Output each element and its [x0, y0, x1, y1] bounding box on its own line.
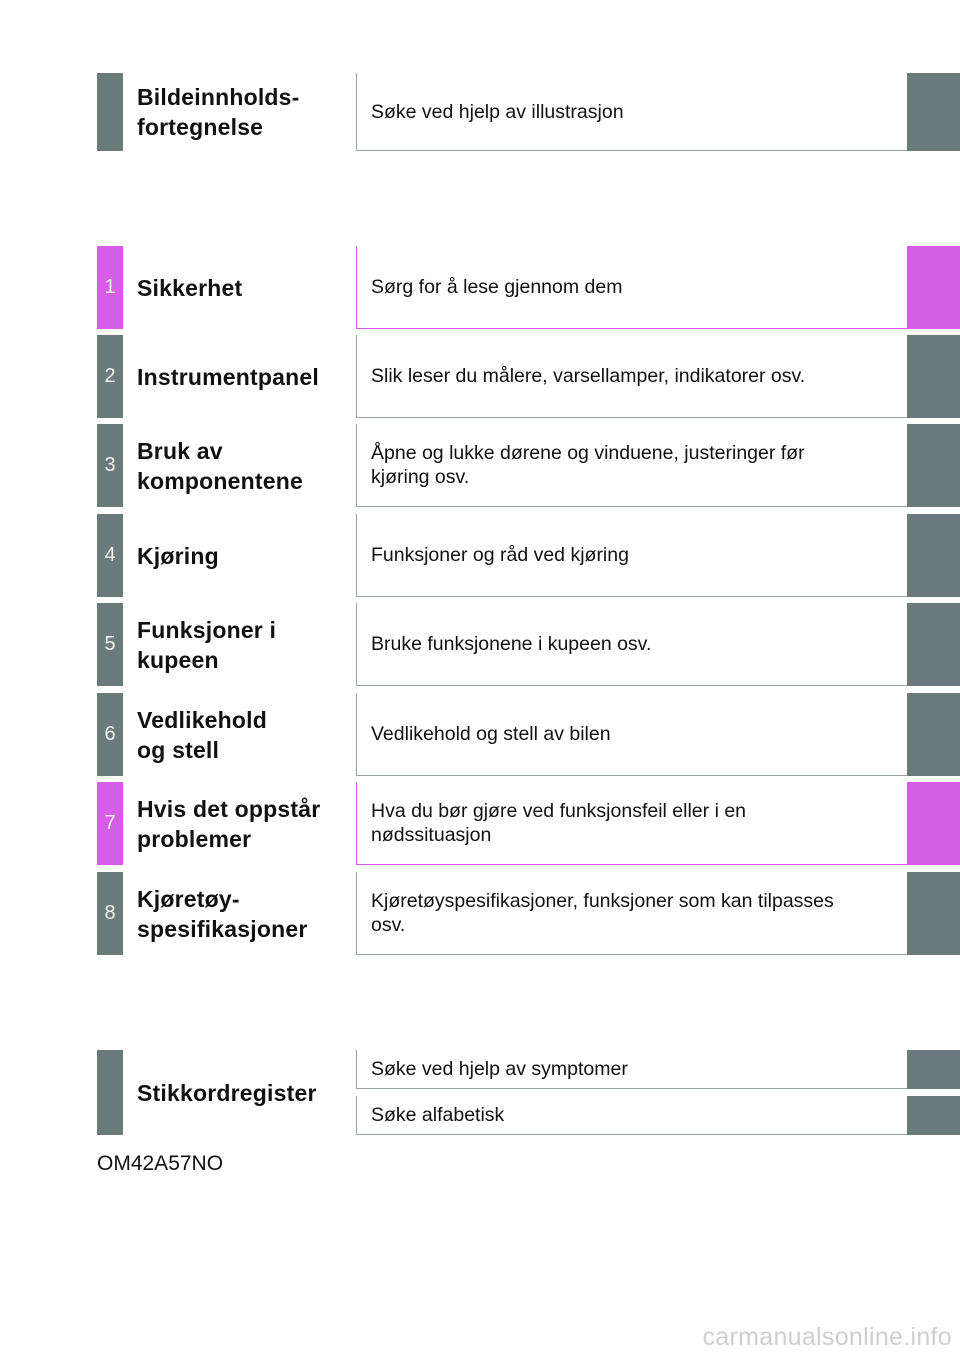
chapter-title: Kjøring: [137, 542, 219, 569]
chapter-number: 1: [97, 246, 123, 329]
chapter-row-4[interactable]: [97, 514, 960, 597]
thumb-index-tab[interactable]: [907, 246, 960, 329]
chapter-title: Vedlikehold og stell: [137, 706, 268, 763]
chapter-description: Bruke funksjonene i kupeen osv.: [356, 603, 907, 686]
chapter-number: 2: [97, 335, 123, 418]
chapter-number: 7: [97, 782, 123, 865]
index-title: Stikkordregister: [137, 1079, 317, 1106]
row-description: Søke ved hjelp av illustrasjon: [356, 73, 907, 151]
chapter-number: 4: [97, 514, 123, 597]
thumb-index-tab[interactable]: [907, 514, 960, 597]
chapter-number: 6: [97, 693, 123, 776]
chapter-row-7[interactable]: [97, 782, 960, 865]
chapter-row-8[interactable]: [97, 872, 960, 955]
row-title: Bildeinnholds- fortegnelse: [137, 84, 300, 140]
chapter-title: Hvis det oppstår problemer: [137, 795, 321, 852]
row-tab-marker: [97, 73, 123, 151]
chapter-description: Åpne og lukke dørene og vinduene, justeringer før kjøring osv.: [356, 424, 907, 507]
row-tab-marker: [97, 1050, 123, 1135]
chapter-description: Funksjoner og råd ved kjøring: [356, 514, 907, 597]
thumb-index-tab[interactable]: [907, 782, 960, 865]
chapter-description: Kjøretøyspesifikasjoner, funksjoner som kan tilpasses osv.: [356, 872, 907, 955]
chapter-row-5[interactable]: [97, 603, 960, 686]
thumb-index-tab[interactable]: [907, 73, 960, 151]
chapter-title: Instrumentpanel: [137, 363, 319, 390]
thumb-index-tab[interactable]: [907, 693, 960, 776]
thumb-index-tab[interactable]: [907, 1096, 960, 1135]
chapter-title: Kjøretøy- spesifikasjoner: [137, 885, 308, 942]
index-item-alphabetical[interactable]: Søke alfabetisk: [356, 1096, 907, 1135]
chapter-description: Sørg for å lese gjennom dem: [356, 246, 907, 329]
chapter-description: Vedlikehold og stell av bilen: [356, 693, 907, 776]
chapter-row-3[interactable]: [97, 424, 960, 507]
chapter-title: Bruk av komponentene: [137, 437, 303, 494]
watermark: carmanualsonline.info: [702, 1323, 952, 1351]
thumb-index-tab[interactable]: [907, 1050, 960, 1089]
picture-index-row[interactable]: [97, 73, 960, 151]
index-item-symptoms[interactable]: Søke ved hjelp av symptomer: [356, 1050, 907, 1089]
chapter-row-2[interactable]: [97, 335, 960, 418]
chapter-title: Sikkerhet: [137, 274, 243, 301]
thumb-index-tab[interactable]: [907, 872, 960, 955]
chapter-number: 3: [97, 424, 123, 507]
chapter-row-6[interactable]: [97, 693, 960, 776]
thumb-index-tab[interactable]: [907, 335, 960, 418]
chapter-number: 8: [97, 872, 123, 955]
index-row[interactable]: [97, 1050, 960, 1135]
document-code: OM42A57NO: [97, 1152, 224, 1175]
thumb-index-tab[interactable]: [907, 603, 960, 686]
chapter-description: Slik leser du målere, varsellamper, indikatorer osv.: [356, 335, 907, 418]
chapter-number: 5: [97, 603, 123, 686]
thumb-index-tab[interactable]: [907, 424, 960, 507]
chapter-description: Hva du bør gjøre ved funksjonsfeil eller i en nødssituasjon: [356, 782, 907, 865]
chapter-row-1[interactable]: [97, 246, 960, 329]
chapter-title: Funksjoner i kupeen: [137, 616, 277, 673]
